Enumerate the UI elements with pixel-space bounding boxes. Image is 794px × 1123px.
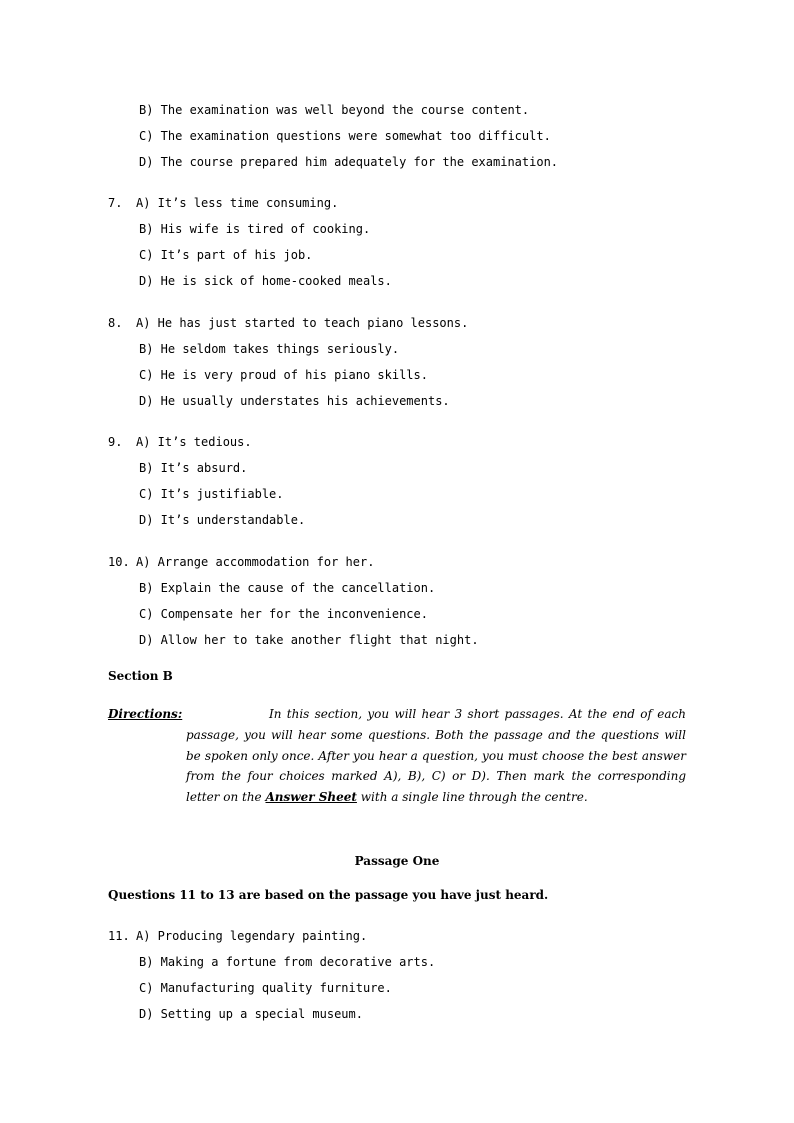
option-line: D) Setting up a special museum. [139,1007,363,1021]
question-10 [108,554,374,570]
question-number: 10. [108,555,130,569]
question-9 [108,434,252,450]
directions-text-part: In this section, you will hear 3 short passages. At the end of each passage, you will hear some questions. Both the passage and the questions will be spoken only once. After you hear a question, you must choose the best answer from the four choices marked A), B), C) or D). Then mark the corresponding letter on the [186,707,686,805]
option-line: C) Compensate her for the inconvenience. [139,607,428,621]
option-line: C) Manufacturing quality furniture. [139,981,392,995]
section-title: Section B [108,669,173,683]
option-line: C) It’s justifiable. [139,487,284,501]
option-line: D) Allow her to take another flight that night. [139,633,479,647]
passage-instruction: Questions 11 to 13 are based on the passage you have just heard. [108,888,549,902]
question-number: 11. [108,929,130,943]
question-8 [108,315,468,331]
answer-sheet-term: Answer Sheet [265,790,357,805]
question-number: 8. [108,316,123,330]
option-line: B) It’s absurd. [139,461,248,475]
question-number: 9. [108,435,123,449]
option-line: D) It’s understandable. [139,513,306,527]
option-line: B) His wife is tired of cooking. [139,222,371,236]
option-line: D) The course prepared him adequately for the examination. [139,155,559,169]
directions-text [108,704,686,808]
option-line: A) He has just started to teach piano lessons. [136,316,469,330]
option-line: B) The examination was well beyond the course content. [139,103,530,117]
option-line: A) It’s less time consuming. [136,196,339,210]
directions-text-part: with a single line through the centre. [356,790,588,805]
question-11 [108,928,367,944]
option-line: D) He is sick of home-cooked meals. [139,274,392,288]
option-line: B) He seldom takes things seriously. [139,342,400,356]
option-line: A) It’s tedious. [136,435,252,449]
directions-label: Directions: [108,707,183,721]
option-line: C) He is very proud of his piano skills. [139,368,428,382]
option-line: C) It’s part of his job. [139,248,313,262]
question-7 [108,195,338,211]
passage-title: Passage One [354,854,440,868]
option-line: D) He usually understates his achievements. [139,394,450,408]
option-line: A) Producing legendary painting. [136,929,368,943]
option-line: C) The examination questions were somewhat too difficult. [139,129,551,143]
option-line: A) Arrange accommodation for her. [136,555,375,569]
question-number: 7. [108,196,123,210]
directions-block [108,704,686,808]
option-line: B) Explain the cause of the cancellation. [139,581,436,595]
option-line: B) Making a fortune from decorative arts. [139,955,436,969]
